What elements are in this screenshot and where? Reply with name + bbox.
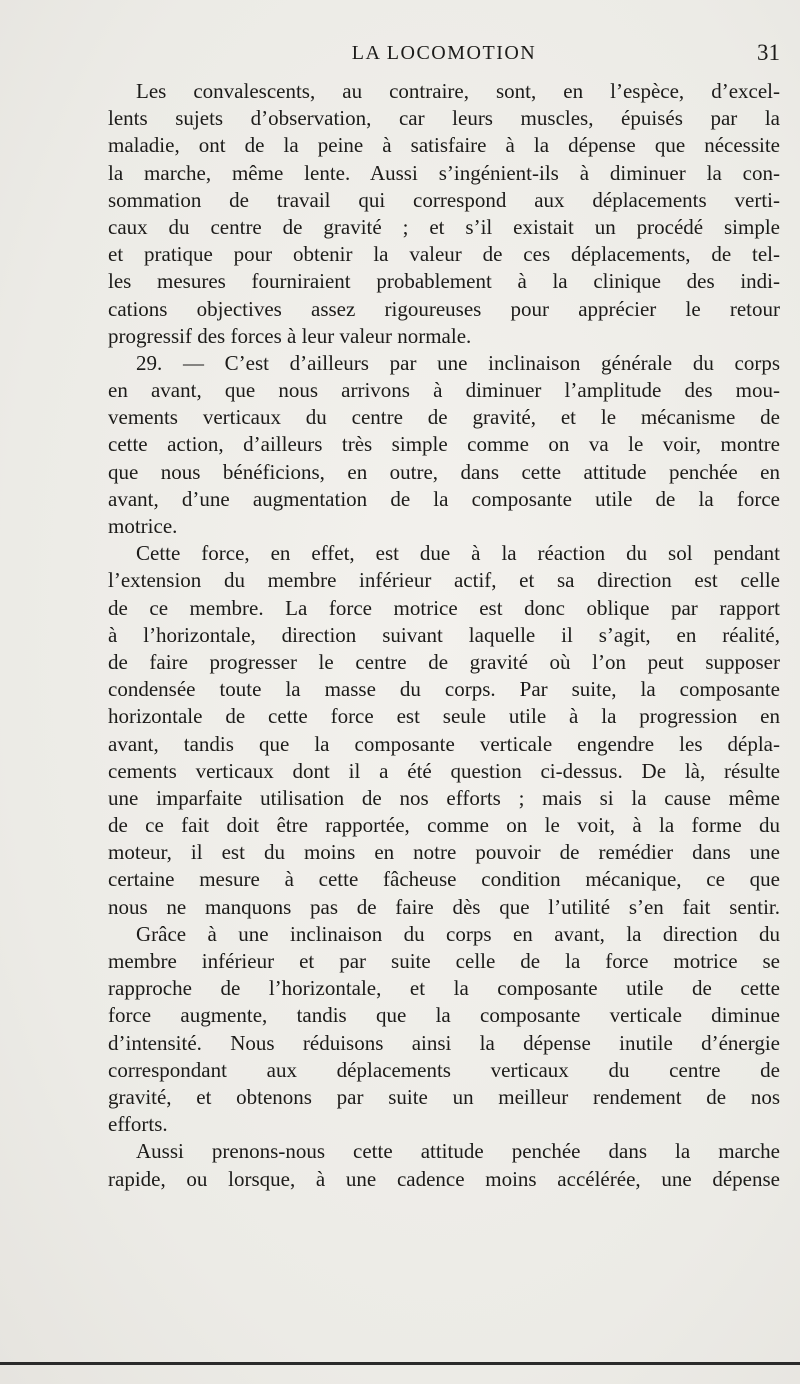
text-line: en avant, que nous arrivons à diminuer l’amplitude des mou- — [108, 378, 780, 403]
text-line: l’extension du membre inférieur actif, et sa direction est celle — [108, 568, 780, 593]
body-text — [108, 78, 780, 1193]
text-line: progressif des forces à leur valeur normale. — [108, 323, 472, 348]
text-line: moteur, il est du moins en notre pouvoir de remédier dans une — [108, 840, 780, 865]
text-line: vements verticaux du centre de gravité, et le mécanisme de — [108, 405, 780, 430]
text-line: Grâce à une inclinaison du corps en avant, la direction du — [136, 921, 780, 946]
text-line: la marche, même lente. Aussi s’ingénient-ils à diminuer la con- — [108, 160, 780, 185]
text-line: 29. — C’est d’ailleurs par une inclinaison générale du corps — [136, 350, 780, 375]
text-line: les mesures fourniraient probablement à la clinique des indi- — [108, 269, 780, 294]
running-title: LA LOCOMOTION — [351, 42, 537, 64]
text-line: de ce fait doit être rapportée, comme on le voit, à la forme du — [108, 813, 780, 838]
text-line: de faire progresser le centre de gravité où l’on peut supposer — [108, 649, 780, 674]
text-line: avant, d’une augmentation de la composante utile de la force — [108, 486, 780, 511]
text-line: une imparfaite utilisation de nos efforts ; mais si la cause même — [108, 785, 780, 810]
text-line: certaine mesure à cette fâcheuse condition mécanique, ce que — [108, 867, 780, 892]
text-line: gravité, et obtenons par suite un meilleur rendement de nos — [108, 1084, 780, 1109]
text-line: avant, tandis que la composante verticale engendre les dépla- — [108, 731, 780, 756]
text-line: rapide, ou lorsque, à une cadence moins accélérée, une dépense — [108, 1166, 780, 1191]
text-line: Cette force, en effet, est due à la réaction du sol pendant — [136, 541, 780, 566]
text-line: condensée toute la masse du corps. Par suite, la composante — [108, 677, 780, 702]
text-line: efforts. — [108, 1112, 168, 1137]
text-line: cette action, d’ailleurs très simple comme on va le voir, montre — [108, 432, 780, 457]
text-line: nous ne manquons pas de faire dès que l’utilité s’en fait sentir. — [108, 894, 780, 919]
text-line: horizontale de cette force est seule utile à la progression en — [108, 704, 780, 729]
scan-edge-rule — [0, 1362, 800, 1365]
text-line: membre inférieur et par suite celle de la force motrice se — [108, 949, 780, 973]
running-head — [108, 40, 780, 70]
text-line: force augmente, tandis que la composante verticale diminue — [108, 1003, 780, 1028]
text-line: correspondant aux déplacements verticaux du centre de — [108, 1057, 780, 1082]
text-line: de ce membre. La force motrice est donc oblique par rapport — [108, 595, 780, 620]
text-line: à l’horizontale, direction suivant laquelle il s’agit, en réalité, — [108, 622, 780, 647]
text-line: caux du centre de gravité ; et s’il existait un procédé simple — [108, 214, 780, 239]
text-line: maladie, ont de la peine à satisfaire à la dépense que nécessite — [108, 133, 780, 158]
text-line: cations objectives assez rigoureuses pour apprécier le retour — [108, 296, 780, 321]
text-line: et pratique pour obtenir la valeur de ces déplacements, de tel- — [108, 242, 780, 267]
page-number: 31 — [757, 40, 780, 65]
text-line: sommation de travail qui correspond aux déplacements verti- — [108, 187, 780, 212]
text-line: motrice. — [108, 514, 178, 538]
text-line: lents sujets d’observation, car leurs muscles, épuisés par la — [108, 106, 780, 131]
text-line: cements verticaux dont il a été question ci-dessus. De là, résulte — [108, 758, 780, 783]
text-line: Aussi prenons-nous cette attitude penchée dans la marche — [136, 1139, 780, 1164]
text-line: que nous bénéficions, en outre, dans cette attitude penchée en — [108, 459, 780, 484]
text-line: Les convalescents, au contraire, sont, en l’espèce, d’excel- — [136, 79, 780, 103]
text-line: d’intensité. Nous réduisons ainsi la dépense inutile d’énergie — [108, 1030, 780, 1055]
text-line: rapproche de l’horizontale, et la composante utile de cette — [108, 976, 780, 1001]
